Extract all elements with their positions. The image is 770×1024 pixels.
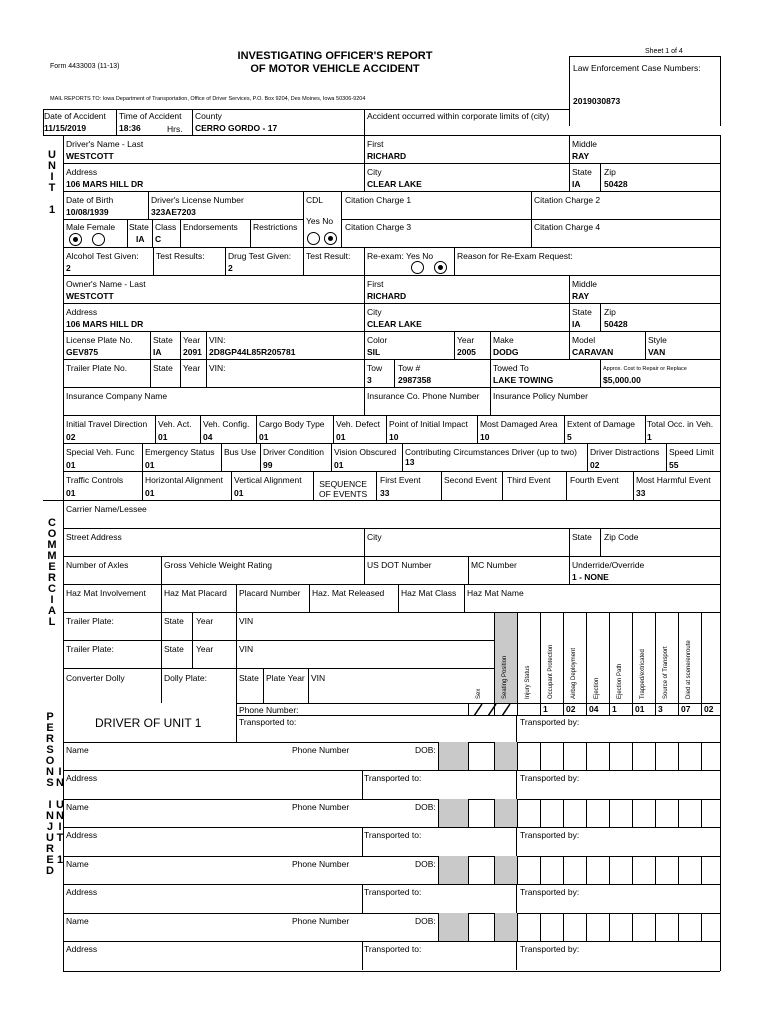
drug-test-result-label: Test Result: bbox=[306, 251, 351, 261]
owner-first-name[interactable]: RICHARD bbox=[367, 291, 407, 301]
driver-first-name[interactable]: RICHARD bbox=[367, 151, 407, 161]
hrs-label: Hrs. bbox=[167, 124, 183, 134]
trailer-1-year-label: Year bbox=[196, 616, 214, 626]
driver-last-name[interactable]: WESTCOTT bbox=[66, 151, 114, 161]
vehicle-year-label: Year bbox=[457, 335, 475, 345]
mail-reports-to: MAIL REPORTS TO: Iowa Department of Transportation, Office of Driver Services, P.O. Box 9204, Des Moines, Iowa 50306-9204 bbox=[50, 96, 366, 102]
alcohol-test-value[interactable]: 2 bbox=[66, 263, 71, 273]
citation-charge-1-label: Citation Charge 1 bbox=[345, 195, 412, 205]
owner-zip-label: Zip bbox=[604, 307, 616, 317]
occupant-header-8: Source of Transport bbox=[663, 646, 669, 699]
travel-direction-label: Initial Travel Direction bbox=[66, 419, 148, 429]
cargo-body[interactable]: 01 bbox=[259, 432, 269, 442]
person-1-phone-label: Phone Number bbox=[292, 802, 350, 812]
occupant-header-5: Ejection bbox=[594, 677, 600, 699]
form-title bbox=[200, 50, 470, 76]
time-of-accident[interactable]: 18:36 bbox=[119, 123, 141, 133]
owner-state[interactable]: IA bbox=[572, 319, 581, 329]
hazmat-class-label: Haz Mat Class bbox=[401, 588, 457, 598]
person-0-dob-label: DOB: bbox=[415, 745, 436, 755]
occupant-header-6: Ejection Path bbox=[617, 663, 623, 699]
commercial-zip-label: Zip Code bbox=[604, 532, 639, 542]
in-unit-side-label: I N U N I T 1 bbox=[56, 766, 64, 866]
most-damaged-area[interactable]: 10 bbox=[480, 432, 490, 442]
driver-state[interactable]: IA bbox=[572, 179, 581, 189]
person-0-transported-to-label: Transported to: bbox=[364, 773, 422, 783]
vertical-alignment[interactable]: 01 bbox=[234, 488, 244, 498]
date-of-accident-label: Date of Accident bbox=[44, 111, 106, 121]
date-of-accident[interactable]: 11/15/2019 bbox=[44, 123, 87, 133]
driver-code-4[interactable]: 01 bbox=[635, 704, 645, 714]
owner-state-label: State bbox=[572, 307, 592, 317]
person-0-sex-cell[interactable] bbox=[439, 743, 467, 769]
owner-address-label: Address bbox=[66, 307, 98, 317]
make[interactable]: DODG bbox=[493, 347, 519, 357]
approx-cost-label: Approx. Cost to Repair or Replace bbox=[603, 366, 687, 372]
cdl-label: CDL bbox=[306, 195, 324, 205]
license-number-label: Driver's License Number bbox=[151, 195, 244, 205]
driver-name-label: Driver's Name - Last bbox=[66, 139, 144, 149]
color[interactable]: SIL bbox=[367, 347, 381, 357]
owner-zip[interactable]: 50428 bbox=[604, 319, 628, 329]
commercial-state-label: State bbox=[572, 532, 592, 542]
driver-code-5[interactable]: 3 bbox=[658, 704, 663, 714]
owner-address[interactable]: 106 MARS HILL DR bbox=[66, 319, 144, 329]
model-label: Model bbox=[572, 335, 596, 345]
form-title-line1: INVESTIGATING OFFICER'S REPORT bbox=[237, 50, 433, 62]
corporate-limits-label: Accident occurred within corporate limits of (city) bbox=[367, 111, 550, 121]
vehicle-config[interactable]: 04 bbox=[203, 432, 213, 442]
form-title-line2: OF MOTOR VEHICLE ACCIDENT bbox=[250, 63, 420, 75]
driver-middle-name[interactable]: RAY bbox=[572, 151, 590, 161]
person-3-transported-by-label: Transported by: bbox=[520, 944, 580, 954]
cdl-yes-no-label: Yes No bbox=[306, 216, 334, 226]
vehicle-action[interactable]: 01 bbox=[158, 432, 168, 442]
trailer-2-state-label: State bbox=[164, 644, 184, 654]
vehicle-config-label: Veh. Config. bbox=[203, 419, 250, 429]
reexam-label: Re-exam: Yes No bbox=[367, 251, 434, 261]
driver-condition[interactable]: 99 bbox=[263, 460, 273, 470]
driver-address[interactable]: 106 MARS HILL DR bbox=[66, 179, 144, 189]
driver-code-0[interactable]: 1 bbox=[543, 704, 548, 714]
third-event-label: Third Event bbox=[507, 475, 551, 485]
towed-to[interactable]: LAKE TOWING bbox=[493, 375, 554, 385]
vehicle-defect-label: Veh. Defect bbox=[336, 419, 380, 429]
carrier-label: Carrier Name/Lessee bbox=[66, 504, 147, 514]
most-damaged-area-label: Most Damaged Area bbox=[480, 419, 558, 429]
owner-city-label: City bbox=[367, 307, 382, 317]
horizontal-alignment[interactable]: 01 bbox=[145, 488, 155, 498]
traffic-controls[interactable]: 01 bbox=[66, 488, 76, 498]
drug-test-value[interactable]: 2 bbox=[228, 263, 233, 273]
alcohol-test-label: Alcohol Test Given: bbox=[66, 251, 139, 261]
person-2-phone-label: Phone Number bbox=[292, 859, 350, 869]
traffic-controls-label: Traffic Controls bbox=[66, 475, 124, 485]
street-address-label: Street Address bbox=[66, 532, 122, 542]
unit-side-label: U N I T 1 bbox=[48, 149, 56, 216]
dob-label: Date of Birth bbox=[66, 195, 114, 205]
driver-address-label: Address bbox=[66, 167, 98, 177]
vehicle-action-label: Veh. Act. bbox=[158, 419, 192, 429]
drug-test-label: Drug Test Given: bbox=[228, 251, 292, 261]
hazmat-released-label: Haz. Mat Released bbox=[312, 588, 385, 598]
trailer-vin-label: VIN: bbox=[209, 363, 226, 373]
emergency-status-label: Emergency Status bbox=[145, 447, 215, 457]
dl-class-label: Class bbox=[155, 222, 177, 232]
owner-middle-label: Middle bbox=[572, 279, 598, 289]
driver-distractions[interactable]: 02 bbox=[590, 460, 600, 470]
insurance-company-label: Insurance Company Name bbox=[66, 391, 168, 401]
person-1-sex-cell[interactable] bbox=[439, 800, 467, 826]
commercial-city-label: City bbox=[367, 532, 382, 542]
person-3-sex-cell[interactable] bbox=[439, 914, 467, 940]
cargo-body-label: Cargo Body Type bbox=[259, 419, 325, 429]
trailer-2-year-label: Year bbox=[196, 644, 214, 654]
driver-code-1[interactable]: 02 bbox=[566, 704, 576, 714]
most-harmful-event[interactable]: 33 bbox=[636, 488, 646, 498]
mc-number-label: MC Number bbox=[471, 560, 517, 570]
dolly-plate-label: Dolly Plate: bbox=[164, 673, 207, 683]
citation-charge-4-label: Citation Charge 4 bbox=[534, 222, 601, 232]
hazmat-placard-label: Haz Mat Placard bbox=[164, 588, 227, 598]
model[interactable]: CARAVAN bbox=[572, 347, 614, 357]
male-radio[interactable] bbox=[69, 233, 82, 246]
person-1-name-label: Name bbox=[66, 802, 89, 812]
county[interactable]: CERRO GORDO - 17 bbox=[195, 123, 278, 133]
reexam-yes-radio[interactable] bbox=[411, 261, 424, 274]
person-2-dob-label: DOB: bbox=[415, 859, 436, 869]
driver-code-2[interactable]: 04 bbox=[589, 704, 599, 714]
speed-limit[interactable]: 55 bbox=[669, 460, 679, 470]
owner-first-label: First bbox=[367, 279, 384, 289]
placard-number-label: Placard Number bbox=[239, 588, 301, 598]
trailer-1-state-label: State bbox=[164, 616, 184, 626]
converter-dolly-label: Converter Dolly bbox=[66, 673, 125, 683]
occupant-header-3: Occupant Protection bbox=[548, 644, 554, 699]
insurance-policy-label: Insurance Policy Number bbox=[493, 391, 588, 401]
occupant-header-7: Trapped/extricated bbox=[640, 649, 646, 699]
case-numbers-label: Law Enforcement Case Numbers: bbox=[573, 63, 701, 73]
underride-label: Underride/Override bbox=[572, 560, 645, 570]
extent-of-damage[interactable]: 5 bbox=[567, 432, 572, 442]
dl-state[interactable]: IA bbox=[136, 234, 145, 244]
trailer-2-vin-label: VIN bbox=[239, 644, 254, 654]
person-2-name-label: Name bbox=[66, 859, 89, 869]
occupant-header-9: Died at scene/enroute bbox=[686, 640, 692, 699]
style[interactable]: VAN bbox=[648, 347, 666, 357]
dl-class[interactable]: C bbox=[155, 234, 162, 244]
person-2-sex-cell[interactable] bbox=[439, 857, 467, 883]
vertical-alignment-label: Vertical Alignment bbox=[234, 475, 302, 485]
owner-middle-name[interactable]: RAY bbox=[572, 291, 590, 301]
citation-charge-2-label: Citation Charge 2 bbox=[534, 195, 601, 205]
dolly-state-label: State bbox=[239, 673, 259, 683]
person-3-dob-label: DOB: bbox=[415, 916, 436, 926]
sequence-of-events-label: SEQUENCE OF EVENTS bbox=[319, 479, 368, 499]
color-label: Color bbox=[367, 335, 388, 345]
person-2-transported-by-label: Transported by: bbox=[520, 887, 580, 897]
persons-side-label: P E R S O N S I N J U R E D bbox=[45, 711, 55, 877]
driver-condition-label: Driver Condition bbox=[263, 447, 324, 457]
style-label: Style bbox=[648, 335, 667, 345]
approx-cost[interactable]: $5,000.00 bbox=[603, 375, 641, 385]
trailer-1-vin-label: VIN bbox=[239, 616, 254, 626]
driver-dob[interactable]: 10/08/1939 bbox=[66, 207, 109, 217]
usdot-label: US DOT Number bbox=[367, 560, 432, 570]
tow-label: Tow bbox=[367, 363, 383, 373]
driver-city[interactable]: CLEAR LAKE bbox=[367, 179, 422, 189]
trailer-state-label: State bbox=[153, 363, 173, 373]
driver-city-label: City bbox=[367, 167, 382, 177]
dl-state-label: State bbox=[129, 222, 149, 232]
license-number[interactable]: 323AE7203 bbox=[151, 207, 196, 217]
tow[interactable]: 3 bbox=[367, 375, 372, 385]
speed-limit-label: Speed Limit bbox=[669, 447, 714, 457]
driver-middle-label: Middle bbox=[572, 139, 598, 149]
form-number: Form 4433003 (11-13) bbox=[50, 63, 120, 70]
vision-obscured[interactable]: 01 bbox=[334, 460, 344, 470]
underride[interactable]: 1 - NONE bbox=[572, 572, 609, 582]
owner-last-name[interactable]: WESTCOTT bbox=[66, 291, 114, 301]
dolly-vin-label: VIN bbox=[311, 673, 326, 683]
driver-phone-label: Phone Number: bbox=[239, 705, 299, 715]
vision-obscured-label: Vision Obscured bbox=[334, 447, 397, 457]
person-1-address-label: Address bbox=[66, 830, 98, 840]
trailer-plate-label: Trailer Plate No. bbox=[66, 363, 128, 373]
emergency-status[interactable]: 01 bbox=[145, 460, 155, 470]
driver-transported-to-label: Transported to: bbox=[239, 717, 297, 727]
second-event-label: Second Event bbox=[444, 475, 497, 485]
trailer-year-label: Year bbox=[183, 363, 201, 373]
hazmat-involvement-label: Haz Mat Involvement bbox=[66, 588, 146, 598]
test-results-label: Test Results: bbox=[156, 251, 205, 261]
point-of-impact[interactable]: 10 bbox=[389, 432, 399, 442]
driver-zip-label: Zip bbox=[604, 167, 616, 177]
person-3-address-label: Address bbox=[66, 944, 98, 954]
trailer-plate-1-label: Trailer Plate: bbox=[66, 616, 114, 626]
total-occupants[interactable]: 1 bbox=[647, 432, 652, 442]
person-2-address-label: Address bbox=[66, 887, 98, 897]
person-3-name-label: Name bbox=[66, 916, 89, 926]
time-of-accident-label: Time of Accident bbox=[119, 111, 182, 121]
vehicle-defect[interactable]: 01 bbox=[336, 432, 346, 442]
driver-zip[interactable]: 50428 bbox=[604, 179, 628, 189]
travel-direction[interactable]: 02 bbox=[66, 432, 76, 442]
plate-state[interactable]: IA bbox=[153, 347, 162, 357]
gvwr-label: Gross Vehicle Weight Rating bbox=[164, 560, 273, 570]
person-0-phone-label: Phone Number bbox=[292, 745, 350, 755]
axles-label: Number of Axles bbox=[66, 560, 129, 570]
driver-state-label: State bbox=[572, 167, 592, 177]
trailer-plate-2-label: Trailer Plate: bbox=[66, 644, 114, 654]
driver-first-label: First bbox=[367, 139, 384, 149]
driver-code-6[interactable]: 07 bbox=[681, 704, 691, 714]
case-number[interactable]: 2019030873 bbox=[573, 96, 621, 106]
tow-number[interactable]: 2987358 bbox=[398, 375, 432, 385]
point-of-impact-label: Point of Initial Impact bbox=[389, 419, 468, 429]
vin-label: VIN: bbox=[209, 335, 226, 345]
special-function[interactable]: 01 bbox=[66, 460, 76, 470]
occupant-header-1: Seating Position bbox=[502, 655, 508, 699]
person-1-dob-label: DOB: bbox=[415, 802, 436, 812]
vehicle-year[interactable]: 2005 bbox=[457, 347, 476, 357]
cdl-yes-radio[interactable] bbox=[307, 232, 320, 245]
most-harmful-event-label: Most Harmful Event bbox=[636, 475, 711, 485]
occupant-header-0: Sex bbox=[476, 688, 482, 699]
person-0-transported-by-label: Transported by: bbox=[520, 773, 580, 783]
driver-code-7[interactable]: 02 bbox=[704, 704, 714, 714]
first-event-label: First Event bbox=[380, 475, 421, 485]
commercial-side-label: C O M M E R C I A L bbox=[47, 517, 57, 628]
contributing-label: Contributing Circumstances Driver (up to two) bbox=[405, 447, 577, 457]
person-2-transported-to-label: Transported to: bbox=[364, 887, 422, 897]
fourth-event-label: Fourth Event bbox=[570, 475, 619, 485]
owner-city[interactable]: CLEAR LAKE bbox=[367, 319, 422, 329]
tow-number-label: Tow # bbox=[398, 363, 421, 373]
license-plate-label: License Plate No. bbox=[66, 335, 133, 345]
contributing-circumstances[interactable]: 13 bbox=[405, 457, 415, 467]
female-radio[interactable] bbox=[92, 233, 105, 246]
towed-to-label: Towed To bbox=[493, 363, 529, 373]
driver-transported-by-label: Transported by: bbox=[520, 717, 580, 727]
reexam-reason-label: Reason for Re-Exam Request: bbox=[457, 251, 573, 261]
bus-use-label: Bus Use bbox=[224, 447, 257, 457]
hazmat-name-label: Haz Mat Name bbox=[467, 588, 524, 598]
person-0-address-label: Address bbox=[66, 773, 98, 783]
restrictions-label: Restrictions bbox=[253, 222, 298, 232]
license-plate[interactable]: GEV875 bbox=[66, 347, 99, 357]
occupant-header-4: Airbag Deployment bbox=[571, 647, 577, 699]
cdl-no-radio[interactable] bbox=[324, 232, 337, 245]
extent-of-damage-label: Extent of Damage bbox=[567, 419, 636, 429]
horizontal-alignment-label: Horizontal Alignment bbox=[145, 475, 223, 485]
vin[interactable]: 2D8GP44L85R205781 bbox=[209, 347, 296, 357]
sex-label: Male Female bbox=[66, 222, 116, 232]
plate-year-label: Year bbox=[183, 335, 201, 345]
sheet-number: Sheet 1 of 4 bbox=[645, 48, 683, 55]
driver-of-unit-title: DRIVER OF UNIT 1 bbox=[95, 716, 202, 730]
person-1-transported-to-label: Transported to: bbox=[364, 830, 422, 840]
owner-name-label: Owner's Name - Last bbox=[66, 279, 146, 289]
driver-distractions-label: Driver Distractions bbox=[590, 447, 660, 457]
plate-state-label: State bbox=[153, 335, 173, 345]
insurance-phone-label: Insurance Co. Phone Number bbox=[367, 391, 480, 401]
person-1-transported-by-label: Transported by: bbox=[520, 830, 580, 840]
first-event[interactable]: 33 bbox=[380, 488, 390, 498]
county-label: County bbox=[195, 111, 222, 121]
plate-year[interactable]: 2091 bbox=[183, 347, 202, 357]
make-label: Make bbox=[493, 335, 514, 345]
person-3-transported-to-label: Transported to: bbox=[364, 944, 422, 954]
person-0-name-label: Name bbox=[66, 745, 89, 755]
total-occupants-label: Total Occ. in Veh. bbox=[647, 419, 714, 429]
citation-charge-3-label: Citation Charge 3 bbox=[345, 222, 412, 232]
endorsements-label: Endorsements bbox=[183, 222, 238, 232]
hatched-cells bbox=[468, 703, 517, 715]
occupant-header-2: Injury Status bbox=[525, 665, 531, 699]
special-function-label: Special Veh. Func bbox=[66, 447, 135, 457]
reexam-no-radio[interactable] bbox=[434, 261, 447, 274]
person-3-phone-label: Phone Number bbox=[292, 916, 350, 926]
dolly-plate-year-label: Plate Year bbox=[266, 673, 305, 683]
driver-code-3[interactable]: 1 bbox=[612, 704, 617, 714]
